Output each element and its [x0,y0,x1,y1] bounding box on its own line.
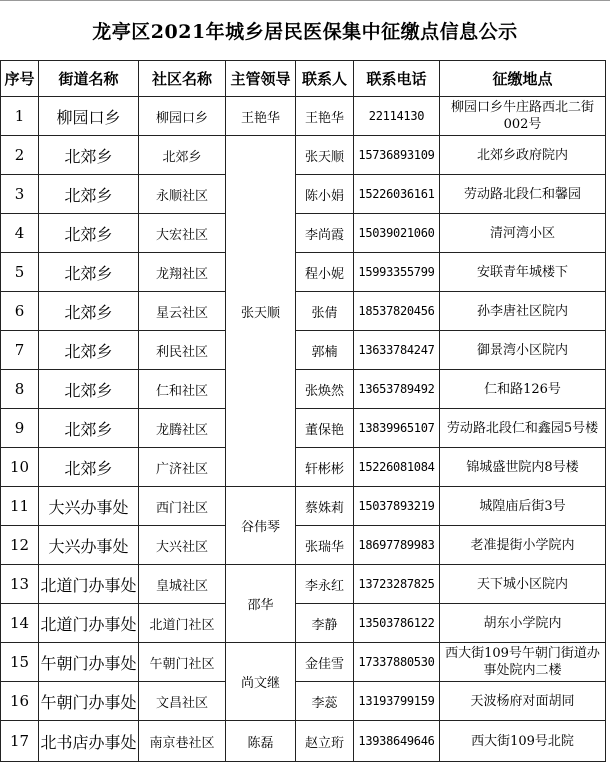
row-number: 7 [1,331,39,370]
row-number: 15 [1,643,39,682]
row-number: 5 [1,253,39,292]
header-row [1,61,606,97]
table-row [1,721,606,762]
contact-phone: 15736893109 [354,136,440,175]
table-row [1,526,606,565]
street-name: 午朝门办事处 [39,643,139,682]
row-number: 14 [1,604,39,643]
community-name: 柳园口乡 [139,97,226,136]
community-name: 文昌社区 [139,682,226,721]
street-name: 北书店办事处 [39,721,139,762]
info-table [0,60,606,762]
collection-place: 锦城盛世院内8号楼 [440,448,606,487]
table-row [1,487,606,526]
community-name: 皇城社区 [139,565,226,604]
contact-name: 轩彬彬 [296,448,354,487]
collection-place: 胡东小学院内 [440,604,606,643]
contact-phone: 15226036161 [354,175,440,214]
contact-phone: 18697789983 [354,526,440,565]
contact-phone: 13839965107 [354,409,440,448]
collection-place: 城隍庙后街3号 [440,487,606,526]
collection-place: 清河湾小区 [440,214,606,253]
contact-phone: 22114130 [354,97,440,136]
leader-name: 尚文继 [226,643,296,721]
contact-name: 赵立珩 [296,721,354,762]
contact-phone: 13723287825 [354,565,440,604]
community-name: 仁和社区 [139,370,226,409]
collection-place: 天波杨府对面胡同 [440,682,606,721]
street-name: 柳园口乡 [39,97,139,136]
contact-name: 张倩 [296,292,354,331]
header-no: 序号 [1,61,39,97]
table-row [1,175,606,214]
table-row [1,682,606,721]
street-name: 北道门办事处 [39,604,139,643]
street-name: 北郊乡 [39,136,139,175]
contact-name: 郭楠 [296,331,354,370]
community-name: 南京巷社区 [139,721,226,762]
community-name: 利民社区 [139,331,226,370]
contact-phone: 13193799159 [354,682,440,721]
row-number: 12 [1,526,39,565]
community-name: 午朝门社区 [139,643,226,682]
contact-name: 李尚霞 [296,214,354,253]
collection-place: 劳动路北段仁和鑫园5号楼 [440,409,606,448]
table-row [1,565,606,604]
collection-place: 北郊乡政府院内 [440,136,606,175]
collection-place: 孙李唐社区院内 [440,292,606,331]
street-name: 北郊乡 [39,253,139,292]
page-title: 龙亭区2021年城乡居民医保集中征缴点信息公示 [0,0,610,60]
row-number: 6 [1,292,39,331]
row-number: 16 [1,682,39,721]
collection-place: 西大街109号午朝门街道办事处院内二楼 [440,643,606,682]
leader-name: 邵华 [226,565,296,643]
contact-name: 董保艳 [296,409,354,448]
contact-name: 张焕然 [296,370,354,409]
community-name: 北郊乡 [139,136,226,175]
leader-name: 陈磊 [226,721,296,762]
row-number: 1 [1,97,39,136]
street-name: 北郊乡 [39,331,139,370]
street-name: 午朝门办事处 [39,682,139,721]
contact-phone: 13633784247 [354,331,440,370]
header-street: 街道名称 [39,61,139,97]
table-row [1,604,606,643]
contact-phone: 18537820456 [354,292,440,331]
contact-phone: 13503786122 [354,604,440,643]
contact-phone: 13653789492 [354,370,440,409]
community-name: 西门社区 [139,487,226,526]
contact-name: 王艳华 [296,97,354,136]
row-number: 4 [1,214,39,253]
street-name: 大兴办事处 [39,487,139,526]
community-name: 北道门社区 [139,604,226,643]
table-row [1,331,606,370]
street-name: 北郊乡 [39,214,139,253]
contact-name: 金佳雪 [296,643,354,682]
header-contact: 联系人 [296,61,354,97]
contact-phone: 15039021060 [354,214,440,253]
contact-name: 李静 [296,604,354,643]
header-community: 社区名称 [139,61,226,97]
table-row [1,409,606,448]
row-number: 3 [1,175,39,214]
contact-name: 李蕊 [296,682,354,721]
collection-place: 柳园口乡牛庄路西北二街002号 [440,97,606,136]
street-name: 北郊乡 [39,370,139,409]
row-number: 10 [1,448,39,487]
leader-name: 谷伟琴 [226,487,296,565]
contact-name: 张瑞华 [296,526,354,565]
collection-place: 安联青年城楼下 [440,253,606,292]
table-row [1,370,606,409]
row-number: 2 [1,136,39,175]
community-name: 大宏社区 [139,214,226,253]
street-name: 北郊乡 [39,409,139,448]
row-number: 8 [1,370,39,409]
row-number: 9 [1,409,39,448]
contact-phone: 15993355799 [354,253,440,292]
community-name: 永顺社区 [139,175,226,214]
collection-place: 劳动路北段仁和馨园 [440,175,606,214]
table-row [1,292,606,331]
header-leader: 主管领导 [226,61,296,97]
row-number: 13 [1,565,39,604]
community-name: 星云社区 [139,292,226,331]
collection-place: 老准提街小学院内 [440,526,606,565]
contact-phone: 15037893219 [354,487,440,526]
street-name: 北郊乡 [39,175,139,214]
collection-place: 御景湾小区院内 [440,331,606,370]
contact-name: 程小妮 [296,253,354,292]
table-row [1,643,606,682]
street-name: 大兴办事处 [39,526,139,565]
contact-name: 张天顺 [296,136,354,175]
collection-place: 天下城小区院内 [440,565,606,604]
community-name: 龙翔社区 [139,253,226,292]
leader-name: 王艳华 [226,97,296,136]
table-row [1,97,606,136]
contact-name: 陈小娟 [296,175,354,214]
header-place: 征缴地点 [440,61,606,97]
collection-place: 西大街109号北院 [440,721,606,762]
contact-name: 蔡姝莉 [296,487,354,526]
table-row [1,214,606,253]
contact-phone: 17337880530 [354,643,440,682]
table-row [1,253,606,292]
header-phone: 联系电话 [354,61,440,97]
community-name: 龙腾社区 [139,409,226,448]
row-number: 17 [1,721,39,762]
table-row [1,136,606,175]
table-row [1,448,606,487]
contact-phone: 15226081084 [354,448,440,487]
contact-name: 李永红 [296,565,354,604]
street-name: 北郊乡 [39,448,139,487]
row-number: 11 [1,487,39,526]
street-name: 北道门办事处 [39,565,139,604]
collection-place: 仁和路126号 [440,370,606,409]
leader-name: 张天顺 [226,136,296,487]
street-name: 北郊乡 [39,292,139,331]
contact-phone: 13938649646 [354,721,440,762]
community-name: 大兴社区 [139,526,226,565]
community-name: 广济社区 [139,448,226,487]
